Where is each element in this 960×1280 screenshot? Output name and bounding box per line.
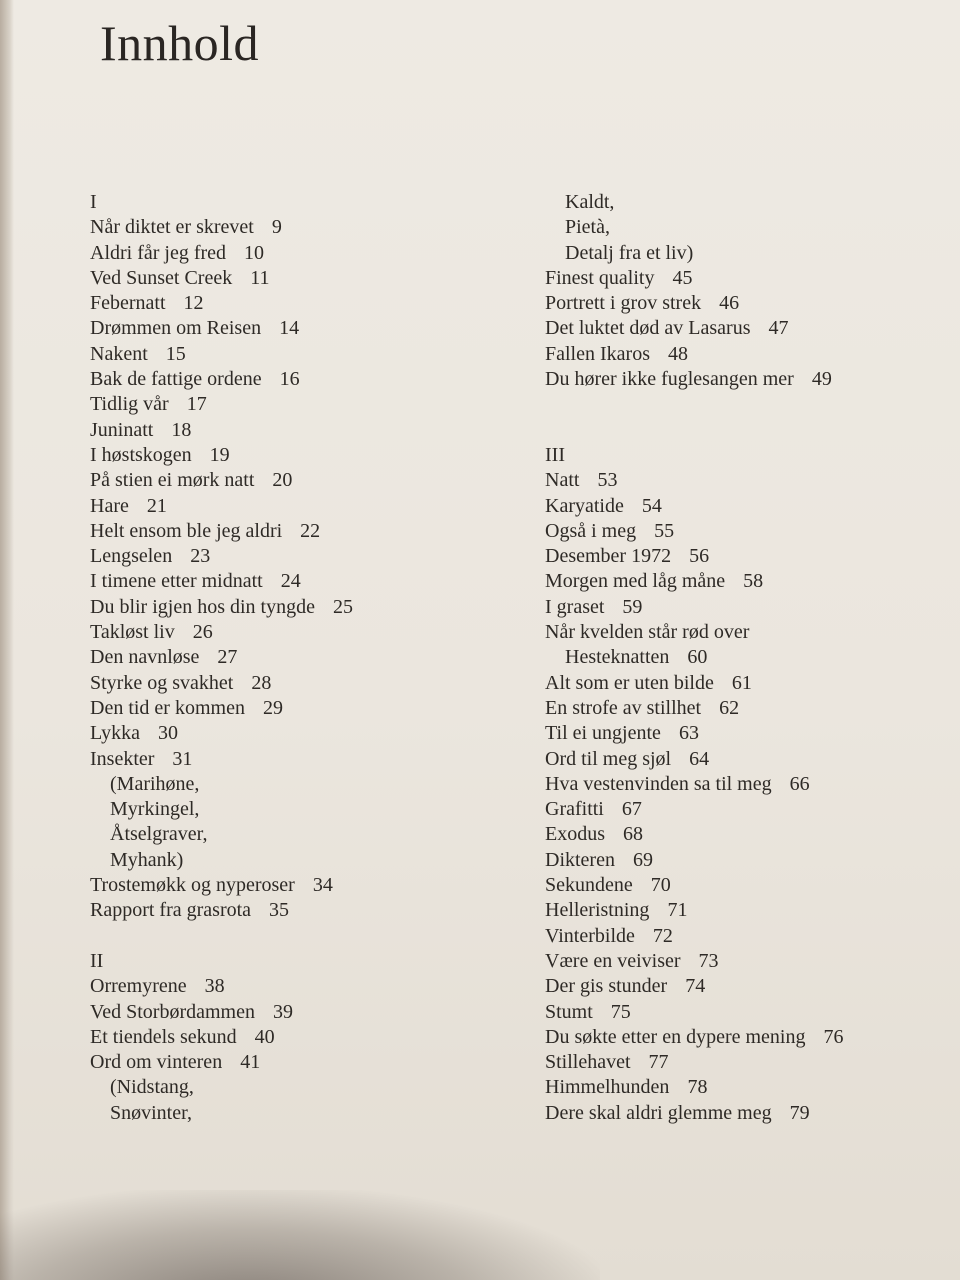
toc-entry xyxy=(545,569,843,594)
entry-title: III xyxy=(545,443,565,466)
page-number: 45 xyxy=(672,266,693,289)
entry-title: På stien ei mørk natt xyxy=(90,469,255,492)
toc-entry xyxy=(545,949,843,974)
page-number: 30 xyxy=(158,722,178,745)
entry-title: Juninatt xyxy=(90,418,154,441)
entry-title: Finest quality xyxy=(545,266,655,289)
toc-subentry xyxy=(545,215,843,240)
toc-subentry xyxy=(545,645,843,670)
toc-entry xyxy=(90,620,353,645)
page-number: 17 xyxy=(186,393,207,416)
entry-title: Febernatt xyxy=(90,292,166,315)
page-number: 77 xyxy=(648,1051,669,1074)
entry-title: Ord til meg sjøl xyxy=(545,747,672,770)
page-number: 16 xyxy=(279,368,300,391)
toc-subentry xyxy=(90,848,353,873)
entry-title: Bak de fattige ordene xyxy=(90,368,262,391)
toc-entry xyxy=(90,342,353,367)
toc-entry xyxy=(90,1000,353,1025)
entry-title: Åtselgraver, xyxy=(110,823,208,846)
entry-title: Aldri får jeg fred xyxy=(90,241,227,264)
entry-title: Fallen Ikaros xyxy=(545,342,650,365)
toc-entry xyxy=(90,974,353,999)
page-number: 25 xyxy=(332,595,353,618)
toc-entry xyxy=(545,1050,843,1075)
page-binding-edge xyxy=(0,0,14,1280)
entry-title: Drømmen om Reisen xyxy=(90,317,262,340)
entry-title: Portrett i grov strek xyxy=(545,292,702,315)
toc-entry xyxy=(545,1075,843,1100)
entry-title: Takløst liv xyxy=(90,621,175,644)
page-number: 59 xyxy=(622,595,643,618)
entry-title: Tidlig vår xyxy=(90,393,169,416)
toc-entry xyxy=(545,696,843,721)
toc-entry xyxy=(90,418,353,443)
entry-title: Du søkte etter en dypere mening xyxy=(545,1025,806,1048)
toc-entry xyxy=(90,873,353,898)
page-number: 12 xyxy=(183,292,204,315)
entry-title: Styrke og svakhet xyxy=(90,671,234,694)
toc-entry xyxy=(545,1101,843,1126)
page-number: 21 xyxy=(146,494,167,517)
page-number: 11 xyxy=(250,266,270,289)
toc-subentry xyxy=(545,190,843,215)
entry-title: Alt som er uten bilde xyxy=(545,671,714,694)
toc-entry xyxy=(545,342,843,367)
toc-entry xyxy=(90,266,353,291)
toc-entry xyxy=(90,494,353,519)
toc-entry xyxy=(90,1025,353,1050)
page-number: 48 xyxy=(667,342,688,365)
entry-title: Ord om vinteren xyxy=(90,1051,223,1074)
toc-entry xyxy=(545,974,843,999)
entry-title: Lengselen xyxy=(90,545,173,568)
entry-title: Et tiendels sekund xyxy=(90,1025,237,1048)
entry-title: Rapport fra grasrota xyxy=(90,899,252,922)
toc-entry xyxy=(90,443,353,468)
page-number: 22 xyxy=(300,519,321,542)
page-number: 71 xyxy=(667,899,688,922)
page-number: 14 xyxy=(279,317,300,340)
toc-subentry xyxy=(90,797,353,822)
page-number: 55 xyxy=(654,519,675,542)
page-number: 78 xyxy=(687,1076,708,1099)
page-number: 69 xyxy=(632,848,653,871)
page-number: 26 xyxy=(192,621,213,644)
toc-entry xyxy=(545,1000,843,1025)
page-number: 75 xyxy=(610,1000,631,1023)
page-number: 18 xyxy=(171,418,192,441)
entry-title: Myhank) xyxy=(110,848,184,871)
page-number: 61 xyxy=(731,671,752,694)
page-number: 66 xyxy=(789,772,810,795)
entry-title: I xyxy=(90,191,97,213)
page-number: 29 xyxy=(262,696,283,719)
entry-title: Kaldt, xyxy=(565,191,615,213)
entry-title: Myrkingel, xyxy=(110,798,200,821)
toc-entry xyxy=(545,1025,843,1050)
page-number: 63 xyxy=(678,722,699,745)
page-number: 39 xyxy=(272,1000,293,1023)
toc-entry xyxy=(545,266,843,291)
toc-subentry xyxy=(90,822,353,847)
page-number: 49 xyxy=(811,368,832,391)
toc-entry xyxy=(545,468,843,493)
toc-entry xyxy=(90,696,353,721)
page-number: 58 xyxy=(743,570,764,593)
toc-entry xyxy=(90,569,353,594)
hand-shadow xyxy=(0,1190,600,1280)
page-number: 74 xyxy=(685,975,706,998)
toc-entry xyxy=(90,1050,353,1075)
toc-entry xyxy=(545,848,843,873)
page-number: 64 xyxy=(689,747,710,770)
toc-entry xyxy=(90,595,353,620)
entry-title: Helt ensom ble jeg aldri xyxy=(90,519,283,542)
entry-title: Til ei ungjente xyxy=(545,722,661,745)
entry-title: Dikteren xyxy=(545,848,615,871)
entry-title: Sekundene xyxy=(545,874,633,897)
entry-title: Dere skal aldri glemme meg xyxy=(545,1101,772,1124)
toc-subentry xyxy=(90,772,353,797)
entry-title: (Nidstang, xyxy=(110,1076,194,1099)
page-number: 76 xyxy=(823,1025,844,1048)
section-spacer xyxy=(545,418,843,443)
entry-title: Den navnløse xyxy=(90,646,200,669)
page-number: 20 xyxy=(272,469,293,492)
toc-entry xyxy=(545,367,843,392)
entry-title: Nakent xyxy=(90,342,148,365)
entry-title: Pietà, xyxy=(565,216,610,239)
page-number: 72 xyxy=(652,924,673,947)
toc-entry xyxy=(545,924,843,949)
page-number: 47 xyxy=(768,317,789,340)
section-heading xyxy=(90,190,353,215)
section-heading xyxy=(545,443,843,468)
toc-column-left xyxy=(90,190,353,1126)
section-heading xyxy=(90,949,353,974)
entry-title: Trostemøkk og nyperoser xyxy=(90,874,295,897)
entry-title: Hare xyxy=(90,494,129,517)
section-spacer xyxy=(545,392,843,417)
entry-title: Insekter xyxy=(90,747,155,770)
page-number: 53 xyxy=(597,469,618,492)
toc-entry xyxy=(90,215,353,240)
entry-title: I høstskogen xyxy=(90,443,192,466)
entry-title: Du hører ikke fuglesangen mer xyxy=(545,368,794,391)
toc-entry xyxy=(545,316,843,341)
entry-title: Stumt xyxy=(545,1000,593,1023)
page-number: 60 xyxy=(687,646,708,669)
entry-title: Være en veiviser xyxy=(545,949,681,972)
toc-entry xyxy=(90,316,353,341)
toc-entry xyxy=(545,620,843,645)
entry-title: Desember 1972 xyxy=(545,545,672,568)
toc-entry xyxy=(545,721,843,746)
toc-entry xyxy=(545,671,843,696)
page-number: 31 xyxy=(172,747,193,770)
entry-title: Den tid er kommen xyxy=(90,696,245,719)
entry-title: Når kvelden står rød over xyxy=(545,621,750,644)
page-number: 73 xyxy=(698,949,719,972)
toc-entry xyxy=(90,468,353,493)
entry-title: Ved Sunset Creek xyxy=(90,266,233,289)
entry-title: II xyxy=(90,949,104,972)
entry-title: Vinterbilde xyxy=(545,924,635,947)
toc-entry xyxy=(545,772,843,797)
toc-column-right xyxy=(545,190,843,1126)
entry-title: (Marihøne, xyxy=(110,772,200,795)
entry-title: Himmelhunden xyxy=(545,1076,670,1099)
toc-entry xyxy=(90,747,353,772)
page-number: 24 xyxy=(280,570,301,593)
page-number: 62 xyxy=(719,696,740,719)
entry-title: Grafitti xyxy=(545,798,604,821)
entry-title: Lykka xyxy=(90,722,140,745)
page-number: 67 xyxy=(621,798,642,821)
entry-title: En strofe av stillhet xyxy=(545,696,702,719)
page-number: 10 xyxy=(244,241,265,264)
entry-title: Du blir igjen hos din tyngde xyxy=(90,595,315,618)
entry-title: Når diktet er skrevet xyxy=(90,216,254,239)
page-number: 9 xyxy=(271,216,282,239)
page-number: 35 xyxy=(269,899,290,922)
entry-title: Exodus xyxy=(545,823,605,846)
toc-entry xyxy=(90,898,353,923)
toc-entry xyxy=(90,291,353,316)
page-number: 68 xyxy=(623,823,643,846)
page-number: 15 xyxy=(165,342,186,365)
entry-title: I graset xyxy=(545,595,605,618)
toc-entry xyxy=(90,544,353,569)
toc-subentry xyxy=(90,1075,353,1100)
page-number: 40 xyxy=(254,1025,275,1048)
entry-title: Hesteknatten xyxy=(565,646,670,669)
toc-entry xyxy=(545,873,843,898)
section-spacer xyxy=(90,924,353,949)
toc-entry xyxy=(545,822,843,847)
entry-title: Detalj fra et liv) xyxy=(565,241,694,264)
page-title: Innhold xyxy=(100,15,260,71)
toc-entry xyxy=(545,898,843,923)
entry-title: Hva vestenvinden sa til meg xyxy=(545,772,772,795)
page-number: 38 xyxy=(204,975,225,998)
entry-title: I timene etter midnatt xyxy=(90,570,263,593)
page-number: 56 xyxy=(689,545,710,568)
page-number: 19 xyxy=(209,443,230,466)
toc-entry xyxy=(90,645,353,670)
toc-entry xyxy=(545,595,843,620)
entry-title: Helleristning xyxy=(545,899,650,922)
page-number: 46 xyxy=(719,292,740,315)
toc-subentry xyxy=(90,1101,353,1126)
toc-entry xyxy=(545,797,843,822)
toc-entry xyxy=(545,544,843,569)
page-number: 79 xyxy=(789,1101,810,1124)
toc-entry xyxy=(545,291,843,316)
toc-entry xyxy=(90,519,353,544)
entry-title: Der gis stunder xyxy=(545,975,668,998)
entry-title: Natt xyxy=(545,469,580,492)
page-number: 23 xyxy=(190,545,211,568)
entry-title: Karyatide xyxy=(545,494,624,517)
toc-entry xyxy=(90,241,353,266)
page-number: 41 xyxy=(240,1051,261,1074)
entry-title: Ved Storbørdammen xyxy=(90,1000,255,1023)
toc-entry xyxy=(90,721,353,746)
toc-entry xyxy=(90,671,353,696)
page-number: 34 xyxy=(312,874,333,897)
entry-title: Snøvinter, xyxy=(110,1101,192,1124)
entry-title: Det luktet død av Lasarus xyxy=(545,317,751,340)
toc-entry xyxy=(545,519,843,544)
entry-title: Orremyrene xyxy=(90,975,187,998)
toc-entry xyxy=(90,367,353,392)
entry-title: Stillehavet xyxy=(545,1051,631,1074)
toc-entry xyxy=(90,392,353,417)
entry-title: Også i meg xyxy=(545,519,637,542)
page-number: 54 xyxy=(641,494,662,517)
page-number: 70 xyxy=(650,874,671,897)
toc-entry xyxy=(545,494,843,519)
page-number: 27 xyxy=(217,646,238,669)
entry-title: Morgen med låg måne xyxy=(545,570,726,593)
toc-entry xyxy=(545,747,843,772)
page-number: 28 xyxy=(251,671,272,694)
toc-subentry xyxy=(545,241,843,266)
